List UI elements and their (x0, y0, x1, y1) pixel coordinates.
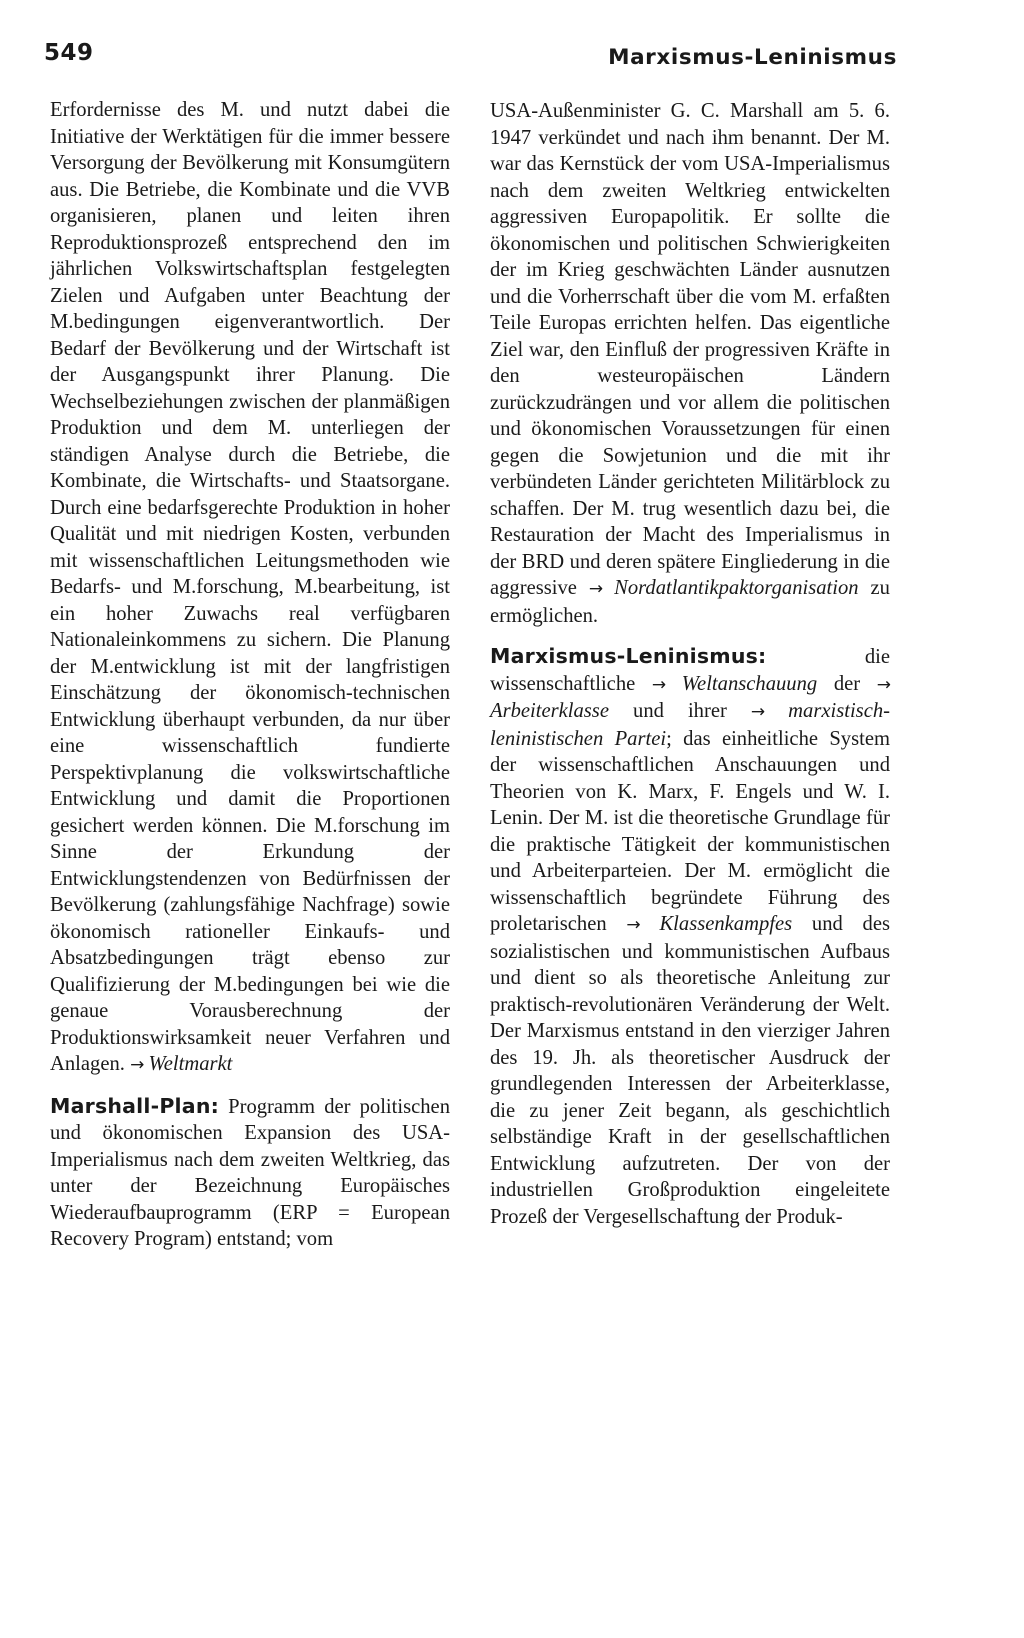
marshall-continued-paragraph (490, 98, 890, 629)
page-number: 549 (44, 40, 94, 66)
xref-arbeiterklasse[interactable]: Arbeiterklasse (490, 700, 609, 722)
xref-arrow-icon: → (750, 702, 765, 722)
xref-arrow-icon: → (588, 579, 603, 599)
xref-weltmarkt[interactable]: Weltmarkt (148, 1053, 233, 1075)
entry-text-seg4: ; das einheitliche System der wissenschaftlichen Anschauungen und Theorien von K. Marx, F. Engels und W. I. Lenin. Der M. ist die theoretische Grundlage für die praktische Tätigkeit der kommunistischen und Arbeiterparteien. Der M. ermöglicht die wissenschaftlich begründete Führung des proletarischen (490, 727, 890, 935)
entry-marshall-text: Programm der politischen und ökonomischen Expansion des USA-Imperialismus nach dem zweiten Weltkrieg, das unter der Bezeichnung Europäisches Wiederaufbauprogramm (ERP = European Recovery Program) entstand; vom (50, 1095, 450, 1250)
entry-marshall-plan (50, 1093, 450, 1253)
running-head: Marxismus-Leninismus (608, 45, 897, 70)
left-column (50, 97, 450, 1253)
right-column (490, 98, 890, 1230)
xref-marxistisch-leninistische-partei[interactable]: marxistisch-leninistischen Partei (490, 700, 890, 750)
headword-marshall-plan: Marshall-Plan: (50, 1093, 220, 1118)
xref-klassenkampfes[interactable]: Klassenkampfes (659, 913, 793, 935)
entry-text-seg5: und des sozialistischen und kommunistischen Aufbaus und dient so als theoretische Anleitung zur praktisch-revolutionären Veränderung der Welt. Der Marxismus entstand in den vierziger Jahren des 19. Jh. als theoretischer Ausdruck der grundlegenden Interessen der Arbeiterklasse, die zu jener Zeit begann, als geschichtlich selbständige Kraft in der gesellschaftlichen Entwicklung aufzutreten. Der von der industriellen Großproduktion eingeleitete Prozeß der Vergesellschaftung der Produk- (490, 913, 891, 1228)
entry-text-seg3: und ihrer (633, 700, 727, 722)
xref-nordatlantikpaktorganisation[interactable]: Nordatlantikpaktorganisation (614, 577, 859, 599)
entry-marxismus-leninismus (490, 643, 890, 1230)
xref-arrow-icon: → (626, 915, 640, 935)
continuation-paragraph (50, 97, 450, 1079)
xref-arrow-icon: → (651, 674, 666, 695)
xref-arrow-icon: → (876, 674, 891, 695)
xref-weltanschauung[interactable]: Weltanschauung (681, 672, 818, 695)
marshall-continued-text: USA-Außenminister G. C. Marshall am 5. 6. 1947 verkündet und nach ihm benannt. Der M. war das Kernstück der vom USA-Imperialismus nach dem zweiten Weltkrieg entwickelten aggressiven Europapolitik. Er sollte die ökonomischen und politischen Schwierigkeiten der im Krieg geschwächten Länder ausnutzen und die Vorherrschaft über die vom M. erfaßten Teile Europas errichten helfen. Das eigentliche Ziel war, den Einfluß der progressiven Kräfte in den westeuropäischen Ländern zurückzudrängen und vor allem die politischen und ökonomischen Voraussetzungen für einen gegen die Sowjetunion und die mit ihr verbündeten Länder gerichteten Militärblock zu schaffen. Der M. trug wesentlich dazu bei, die Restauration der Macht des Imperialismus in der BRD und deren spätere Eingliederung in die aggressive (490, 100, 890, 599)
entry-text-seg1: die wissenschaftliche (490, 646, 890, 695)
xref-arrow-icon: → (130, 1055, 144, 1075)
entry-text-seg2: der (833, 672, 861, 695)
continuation-text: Erfordernisse des M. und nutzt dabei die Initiative der Werktätigen für die immer bessere Versorgung der Bevölkerung mit Konsumgütern aus. Die Betriebe, die Kombinate und die VVB organisieren, planen und leiten ihren Reproduktionsprozeß entsprechend den im jährlichen Volkswirtschaftsplan festgelegten Zielen und Aufgaben unter Beachtung der M.bedingungen eigenverantwortlich. Der Bedarf der Bevölkerung und der Wirtschaft ist der Ausgangspunkt ihrer Planung. Die Wechselbeziehungen zwischen der planmäßigen Produktion und dem M. unterliegen der ständigen Analyse durch die Betriebe, die Kombinate, die Wirtschafts- und Staatsorgane. Durch eine bedarfsgerechte Produktion in hoher Qualität und mit niedrigen Kosten, verbunden mit wissenschaftlichen Leitungsmethoden wie Bedarfs- und M.forschung, M.bearbeitung, ist ein hoher Zuwachs real verfügbaren Nationaleinkommens zu sichern. Die Planung der M.entwicklung ist mit der langfristigen Einschätzung der ökonomisch-technischen Entwicklung überhaupt verbunden, da nur über eine wissenschaftlich fundierte Perspektivplanung die volkswirtschaftliche Entwicklung und damit die Proportionen gesichert werden können. Die M.forschung im Sinne der Erkundung der Entwicklungstendenzen von Bedürfnissen der Bevölkerung (zahlungsfähige Nachfrage) sowie ökonomisch rationeller Einkaufs- und Absatzbedingungen trägt ebenso zur Qualifizierung der M.bedingungen bei wie die genaue Vorausberechnung der Produktionswirksamkeit neuer Verfahren und Anlagen. (50, 99, 450, 1075)
headword-marxismus-leninismus: Marxismus-Leninismus: (490, 644, 767, 668)
marshall-continued-tail: zu ermöglichen. (490, 577, 890, 627)
